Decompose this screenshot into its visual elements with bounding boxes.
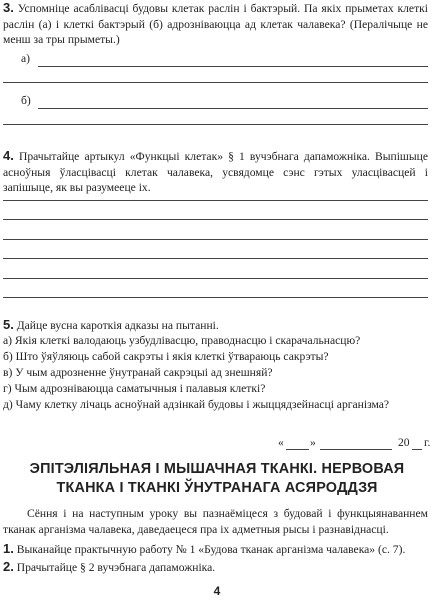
section-title-line1: ЭПІТЭЛІЯЛЬНАЯ І МЫШАЧНАЯ ТКАНКІ. НЕРВОВАЯ	[29, 461, 405, 477]
task5-intro	[3, 317, 219, 334]
answer-line[interactable]	[3, 297, 428, 298]
answer-line[interactable]	[3, 239, 428, 240]
date-open-quote: «	[278, 436, 284, 449]
task3-body: Успомніце асаблівасці будовы клетак раслін і бактэрый. Па якіх прыметах клеткі раслін (а) і клеткі бактэрый (б) адрозніваюцца ад клетак чалавека? (Пералічыце не менш за тры прыметы.)	[3, 2, 428, 47]
task3-label-a: а)	[21, 52, 31, 65]
task5-number: 5.	[3, 317, 14, 332]
answer-line[interactable]	[3, 200, 428, 201]
task3-text	[3, 0, 428, 48]
date-day-field[interactable]	[286, 449, 309, 450]
task5-intro-text: Дайце вусна кароткія адказы на пытанні.	[16, 319, 219, 332]
task5-question-d: г) Чым адрозніваюцца саматычныя і палавыя клеткі?	[3, 382, 266, 395]
task2-text	[3, 559, 215, 576]
date-close-quote: »	[310, 436, 316, 449]
answer-line[interactable]	[3, 124, 428, 125]
task4-text	[3, 148, 428, 196]
answer-line[interactable]	[3, 82, 428, 83]
task5-question-c: в) У чым адрозненне ўнутранай сакрэцыі ад знешняй?	[3, 366, 273, 379]
task5-question-a: а) Якія клеткі валодаюць узбудлівасцю, праводнасцю і скарачальнасцю?	[3, 334, 361, 347]
section-intro: Сёння і на наступным уроку вы пазнаёміцеся з будовай і функцыянаваннем тканак арганізма чалавека, даведаецеся пра іх адметныя рысы і разнавіднасці.	[3, 507, 428, 536]
date-year-suffix: г.	[424, 436, 431, 449]
task2-number: 2.	[3, 559, 14, 574]
date-month-field[interactable]	[320, 449, 392, 450]
page-number: 4	[213, 584, 221, 598]
task5-question-e: д) Чаму клетку лічаць асноўнай адзінкай будовы і жыццядзейнасці арганізма?	[3, 398, 390, 411]
task1-text	[3, 541, 405, 558]
task1-body: Выканайце практычную работу № 1 «Будова тканак арганізма чалавека» (с. 7).	[16, 543, 406, 556]
task5-question-b: б) Што ўяўляюць сабой сакрэты і якія клеткі ўтвараюць сакрэты?	[3, 350, 329, 363]
task1-number: 1.	[3, 541, 14, 556]
section-title-line2: ТКАНКА І ТКАНКІ ЎНУТРАНАГА АСЯРОДДЗЯ	[56, 480, 378, 496]
answer-line[interactable]	[3, 219, 428, 220]
date-year-prefix: 20	[398, 436, 410, 449]
task4-body: Прачытайце артыкул «Функцыі клетак» § 1 вучэбнага дапаможніка. Выпішыце асноўныя ўласцівасці клетак чалавека, усвядомце сэнс гэтых уласцівасцей і запішыце, як вы разумееце іх.	[3, 150, 428, 195]
answer-line[interactable]	[3, 278, 428, 279]
date-year-field[interactable]	[412, 449, 422, 450]
task3-number: 3.	[3, 0, 14, 15]
task4-number: 4.	[3, 148, 14, 163]
task3-label-b: б)	[21, 94, 31, 107]
task2-body: Прачытайце § 2 вучэбнага дапаможніка.	[16, 561, 216, 574]
answer-line[interactable]	[38, 66, 428, 67]
answer-line[interactable]	[38, 108, 428, 109]
answer-line[interactable]	[3, 258, 428, 259]
